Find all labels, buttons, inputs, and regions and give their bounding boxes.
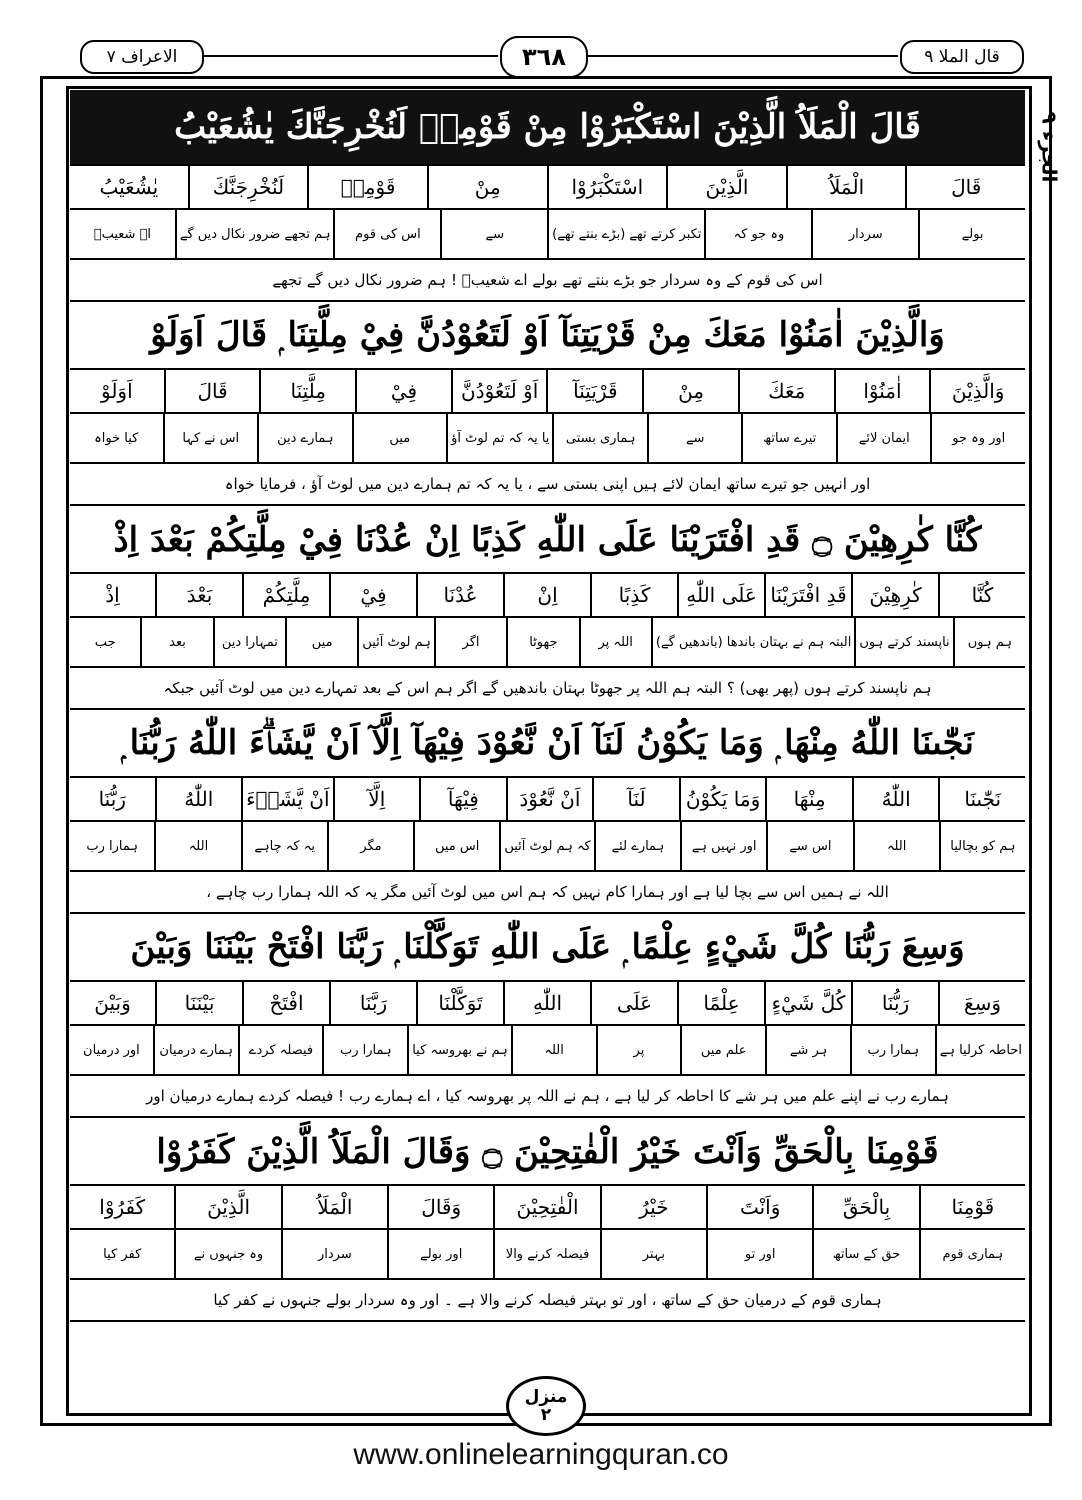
word-translation-cell: وہ جنہوں نے — [174, 1230, 280, 1278]
word-cell: مِنْهَا — [765, 778, 852, 820]
word-cell: بِالْحَقِّ — [812, 1186, 918, 1228]
word-translation-cell: اللہ — [853, 822, 939, 870]
word-translation-cell: ہم لوٹ آئیں — [357, 618, 434, 666]
word-cell: يٰشُعَيْبُ — [99, 175, 159, 199]
page-number: ٣٦٨ — [500, 36, 588, 78]
word-translation-cell: پر — [596, 1026, 681, 1074]
word-cell: بَيْنَنَا — [155, 982, 242, 1024]
word-translation-cell: اے شعیبؑ — [93, 226, 151, 242]
word-translation-cell: احاطہ کرلیا ہے — [935, 1026, 1025, 1074]
word-cell: اَنْ نَّعُوْدَ — [506, 778, 593, 820]
word-translation-cell: ہم ہوں — [953, 618, 1025, 666]
word-cell: اِنْ — [503, 574, 590, 616]
word-cell: مِلَّتِنَا — [259, 370, 355, 412]
word-translation-cell: حق کے ساتھ — [812, 1230, 918, 1278]
arabic-verse-line: نَجّٰىنَا اللّٰهُ مِنْهَا ۭ وَمَا يَكُوْنُ لَنَآ اَنْ نَّعُوْدَ فِيْهَآ اِلَّآ اَنْ يَّشَاۗءَ اللّٰهُ رَبُّنَا ۭ — [70, 710, 1025, 778]
word-cell: كَفَرُوْا — [99, 1195, 146, 1219]
word-translation-cell: ہماری بستی — [552, 414, 647, 462]
word-cell: عِلْمًا — [677, 982, 764, 1024]
word-cell: اٰمَنُوْا — [834, 370, 930, 412]
word-translation-row — [70, 1026, 1025, 1076]
verse-translation: ہم ناپسند کرتے ہوں (پھر بھی) ؟ البتہ ہم اللہ پر جھوٹا بہتان باندھیں گے اگر ہم اس کے بعد تمہارے دین میں لوٹ آئیں جبکہ — [70, 668, 1025, 710]
juz-side-label: الجزء ۹ — [1037, 111, 1062, 183]
word-cell: الْفٰتِحِيْنَ — [493, 1186, 599, 1228]
word-cell: عَلَى اللّٰهِ — [677, 574, 764, 616]
word-cell: وَمَا يَكُوْنُ — [679, 778, 766, 820]
word-translation-cell: بولے — [918, 210, 1025, 258]
word-translation-cell: اللہ پر — [579, 618, 651, 666]
word-cell: فِيْهَآ — [419, 778, 506, 820]
word-cell: رَبُّنَا — [851, 982, 938, 1024]
word-cell: الْمَلَاُ — [786, 166, 906, 208]
word-cell: قَرْيَتِنَآ — [546, 370, 642, 412]
word-translation-cell: ہماری قوم — [919, 1230, 1025, 1278]
arabic-verse-line: وَالَّذِيْنَ اٰمَنُوْا مَعَكَ مِنْ قَرْيَتِنَآ اَوْ لَتَعُوْدُنَّ فِيْ مِلَّتِنَا ۭ قَالَ اَوَلَوْ — [70, 302, 1025, 370]
word-cell: لَنَآ — [592, 778, 679, 820]
word-translation-cell: ہمارے لئے — [594, 822, 680, 870]
verse-translation: ہمارے رب نے اپنے علم میں ہر شے کا احاطہ کر لیا ہے ، ہم نے اللہ پر بھروسہ کیا ، اے ہمارے رب ! فیصلہ کردے ہمارے درمیان اور — [70, 1076, 1025, 1118]
arabic-verse-line: وَسِعَ رَبُّنَا كُلَّ شَيْءٍ عِلْمًا ۭ عَلَى اللّٰهِ تَوَكَّلْنَا ۭ رَبَّنَا افْتَحْ بَيْنَنَا وَبَيْنَ — [70, 914, 1025, 982]
word-translation-cell: اس سے — [766, 822, 852, 870]
word-cell: وَسِعَ — [938, 982, 1025, 1024]
header-rule-left — [202, 55, 498, 57]
word-cell: تَوَكَّلْنَا — [416, 982, 503, 1024]
word-cell: اِلَّآ — [333, 778, 420, 820]
word-translation-cell: وہ جو کہ — [704, 210, 811, 258]
word-cell: كَذِبًا — [590, 574, 677, 616]
word-translation-cell: کفر کیا — [103, 1246, 142, 1262]
word-translation-cell: اور تو — [706, 1230, 812, 1278]
header-rule-right — [586, 55, 898, 57]
website-url[interactable]: www.onlinelearningquran.co — [353, 1438, 729, 1471]
word-translation-cell: اس میں — [413, 822, 499, 870]
word-translation-row — [70, 822, 1025, 872]
verse-translation: اس کی قوم کے وہ سردار جو بڑے بنتے تھے بولے اے شعیبؑ ! ہم ضرور نکال دیں گے تجھے — [70, 260, 1025, 302]
word-translation-cell: ہمارا رب — [86, 838, 139, 854]
word-row — [70, 166, 1025, 210]
word-translation-cell: سردار — [811, 210, 918, 258]
word-translation-cell: اللہ — [511, 1026, 596, 1074]
word-row — [70, 370, 1025, 414]
verse-section — [70, 90, 1025, 302]
word-cell: رَبَّنَا — [329, 982, 416, 1024]
arabic-verse-line: كُنَّا كٰرِهِيْنَ ۝ قَدِ افْتَرَيْنَا عَلَى اللّٰهِ كَذِبًا اِنْ عُدْنَا فِيْ مِلَّتِكُمْ بَعْدَ اِذْ — [70, 506, 1025, 574]
word-translation-cell: البتہ ہم نے بہتان باندھا (باندھیں گے) — [651, 618, 854, 666]
word-translation-cell: فیصلہ کرنے والا — [493, 1230, 599, 1278]
word-cell: كٰرِهِيْنَ — [851, 574, 938, 616]
word-cell: اَنْ يَّشَاۗءَ — [241, 778, 332, 820]
verse-translation: ہماری قوم کے درمیان حق کے ساتھ ، اور تو بہتر فیصلہ کرنے والا ہے ۔ اور وہ سردار بولے جنہوں نے کفر کیا — [70, 1280, 1025, 1322]
word-translation-cell: سردار — [281, 1230, 387, 1278]
word-translation-cell: تیرے ساتھ — [741, 414, 836, 462]
word-translation-cell: جب — [94, 634, 116, 650]
surah-name-badge: الاعراف ۷ — [80, 40, 204, 74]
word-cell: عَلَى — [590, 982, 677, 1024]
word-cell: عُدْنَا — [416, 574, 503, 616]
word-cell: خَيْرُ — [600, 1186, 706, 1228]
word-row — [70, 982, 1025, 1026]
word-translation-row — [70, 1230, 1025, 1280]
word-translation-cell: فیصلہ کردے — [238, 1026, 323, 1074]
word-cell: اَوْ لَتَعُوْدُنَّ — [451, 370, 547, 412]
word-cell: اللّٰهُ — [852, 778, 939, 820]
word-translation-row — [70, 618, 1025, 668]
word-cell: فِيْ — [329, 574, 416, 616]
word-translation-cell: میں — [285, 618, 357, 666]
word-cell: نَجّٰىنَا — [938, 778, 1025, 820]
word-translation-cell: اس کی قوم — [333, 210, 440, 258]
word-translation-cell: ناپسند کرتے ہوں — [854, 618, 952, 666]
word-translation-cell: بعد — [140, 618, 212, 666]
word-cell: وَاَنْتَ — [706, 1186, 812, 1228]
word-translation-row — [70, 210, 1025, 260]
word-cell: اللّٰهُ — [155, 778, 242, 820]
word-cell: اِذْ — [105, 583, 120, 607]
word-cell: اللّٰهِ — [503, 982, 590, 1024]
word-cell: مِنْ — [642, 370, 738, 412]
word-row — [70, 778, 1025, 822]
word-translation-cell: اور درمیان — [83, 1042, 140, 1058]
word-translation-row — [70, 414, 1025, 464]
word-cell: افْتَحْ — [242, 982, 329, 1024]
word-cell: اسْتَكْبَرُوْا — [547, 166, 667, 208]
word-translation-cell: ہم کو بچالیا — [939, 822, 1025, 870]
word-translation-cell: ایمان لائے — [836, 414, 931, 462]
word-cell: قَالَ — [164, 370, 260, 412]
word-translation-cell: یہ کہ چاہے — [241, 822, 327, 870]
word-cell: قَوْمِهٖ — [307, 166, 427, 208]
word-cell: كُنَّا — [938, 574, 1025, 616]
word-translation-cell: یا یہ کہ تم لوٹ آؤ — [446, 414, 552, 462]
word-cell: وَالَّذِيْنَ — [929, 370, 1025, 412]
word-translation-cell: اگر — [434, 618, 506, 666]
word-translation-cell: اور نہیں ہے — [680, 822, 766, 870]
word-translation-cell: اور بولے — [387, 1230, 493, 1278]
content-column — [70, 90, 1025, 1322]
word-cell: الْمَلَاُ — [281, 1186, 387, 1228]
word-cell: قَوْمِنَا — [919, 1186, 1025, 1228]
word-translation-cell: ہمارا رب — [322, 1026, 407, 1074]
word-cell: كُلَّ شَيْءٍ — [764, 982, 851, 1024]
word-translation-cell: سے — [440, 210, 547, 258]
word-translation-cell: ہر شے — [765, 1026, 850, 1074]
word-cell: قَدِ افْتَرَيْنَا — [764, 574, 851, 616]
word-row — [70, 1186, 1025, 1230]
word-translation-cell: بہتر — [600, 1230, 706, 1278]
manzil-number: ۲ — [540, 1405, 552, 1425]
verse-translation: اور انہیں جو تیرے ساتھ ایمان لائے ہیں اپنی بستی سے ، یا یہ کہ تم ہمارے دین میں لوٹ آؤ ، فرمایا خواہ — [70, 464, 1025, 506]
word-translation-cell: ہمارا رب — [850, 1026, 935, 1074]
word-cell: وَقَالَ — [387, 1186, 493, 1228]
word-cell: قَالَ — [905, 166, 1025, 208]
word-cell: الَّذِيْنَ — [174, 1186, 280, 1228]
word-cell: اَوَلَوْ — [101, 379, 133, 403]
word-translation-cell: جھوٹا — [506, 618, 578, 666]
word-cell: بَعْدَ — [155, 574, 242, 616]
manzil-label: منزل — [524, 1387, 568, 1407]
manzil-badge — [506, 1376, 586, 1436]
word-translation-cell: کیا خواہ — [94, 430, 139, 446]
arabic-verse-line: قَالَ الْمَلَاُ الَّذِيْنَ اسْتَكْبَرُوْا مِنْ قَوْمِهٖ لَنُخْرِجَنَّكَ يٰشُعَيْبُ — [70, 90, 1025, 166]
word-translation-cell: تمہارا دین — [213, 618, 285, 666]
word-translation-cell: علم میں — [680, 1026, 765, 1074]
verse-section — [70, 1118, 1025, 1322]
word-translation-cell: تکبر کرتے تھے (بڑے بنتے تھے) — [547, 210, 704, 258]
word-translation-cell: میں — [352, 414, 447, 462]
word-cell: وَبَيْنَ — [94, 991, 131, 1015]
verse-translation: اللہ نے ہمیں اس سے بچا لیا ہے اور ہمارا کام نہیں کہ ہم اس میں لوٹ آئیں مگر یہ کہ اللہ ہمارا رب چاہے ، — [70, 872, 1025, 914]
word-translation-cell: ہمارے دین — [257, 414, 352, 462]
verse-section — [70, 914, 1025, 1118]
word-cell: رَبُّنَا — [98, 787, 126, 811]
verse-section — [70, 506, 1025, 710]
para-name-badge: قال الملا ۹ — [900, 40, 1024, 74]
word-cell: مِلَّتِكُمْ — [242, 574, 329, 616]
word-translation-cell: ہم نے بھروسہ کیا — [407, 1026, 511, 1074]
word-translation-cell: اللہ — [154, 822, 240, 870]
verse-section — [70, 710, 1025, 914]
word-cell: مَعَكَ — [738, 370, 834, 412]
word-translation-cell: ہم تجھے ضرور نکال دیں گے — [175, 210, 334, 258]
word-cell: لَنُخْرِجَنَّكَ — [188, 166, 308, 208]
word-cell: الَّذِيْنَ — [666, 166, 786, 208]
word-translation-cell: اور وہ جو — [930, 414, 1025, 462]
word-translation-cell: سے — [647, 414, 742, 462]
word-translation-cell: کہ ہم لوٹ آئیں — [499, 822, 593, 870]
word-cell: مِنْ — [427, 166, 547, 208]
word-translation-cell: ہمارے درمیان — [153, 1026, 238, 1074]
word-translation-cell: مگر — [327, 822, 413, 870]
arabic-verse-line: قَوْمِنَا بِالْحَقِّ وَاَنْتَ خَيْرُ الْفٰتِحِيْنَ ۝ وَقَالَ الْمَلَاُ الَّذِيْنَ كَفَرُوْا — [70, 1118, 1025, 1186]
word-cell: فِيْ — [355, 370, 451, 412]
word-translation-cell: اس نے کہا — [163, 414, 258, 462]
word-row — [70, 574, 1025, 618]
verse-section — [70, 302, 1025, 506]
